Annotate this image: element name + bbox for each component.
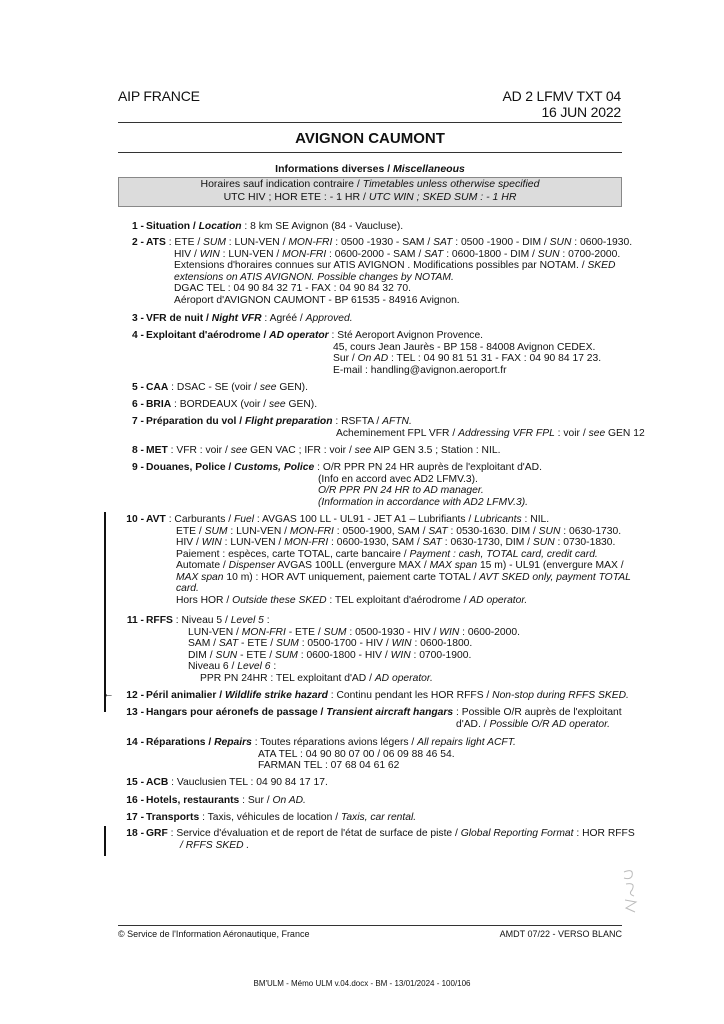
t: card. <box>176 583 199 594</box>
t: (Info en accord avec AD2 LFMV.3). <box>318 473 478 485</box>
t: Payment : cash, TOTAL card, credit card. <box>409 548 598 560</box>
t: : 0600-2000 - SAM / <box>326 248 425 260</box>
item-label: Réparations / <box>146 737 215 748</box>
t: MON-FRI <box>284 537 329 548</box>
t: GEN). <box>285 399 318 410</box>
t: MAX span <box>176 571 224 583</box>
t: SUM <box>204 525 228 537</box>
footer-copyright: © Service de l'Information Aéronautique, France <box>118 929 310 939</box>
t: : 0600-1800. <box>411 638 473 649</box>
t: Paiement : espèces, carte TOTAL, carte bancaire / <box>176 548 410 560</box>
t: MAX span <box>429 560 478 571</box>
t: : RSFTA / <box>332 416 383 427</box>
t: / RFFS SKED . <box>180 839 250 851</box>
item-number: 1 - <box>131 221 144 232</box>
item-number: 10 - <box>126 514 144 525</box>
item-label-en: AD operator <box>269 330 329 341</box>
t: : ETE / <box>165 237 204 248</box>
item-number: 13 - <box>126 707 144 718</box>
t: Fuel <box>233 514 254 525</box>
t: : DSAC - SE (voir / <box>168 382 260 393</box>
t: Sur / <box>333 353 358 364</box>
t: see <box>230 445 248 456</box>
t: : Taxis, véhicules de location / <box>199 812 341 823</box>
t: GEN VAC ; IFR : voir / <box>247 445 355 456</box>
item-label: Hangars pour aéronefs de passage / <box>146 707 327 718</box>
t: All repairs light ACFT. <box>417 737 516 748</box>
t: extensions on ATIS AVIGNON. Possible changes by NOTAM. <box>174 271 454 283</box>
t: : LUN-VEN / <box>219 248 283 260</box>
header-date: 16 JUN 2022 <box>541 104 621 120</box>
item-number: 11 - <box>126 615 144 626</box>
item-number: 2 - <box>131 237 144 248</box>
t: : 0730-1830. <box>554 537 616 548</box>
t: Aéroport d'AVIGNON CAUMONT - BP 61535 - 84916 Avignon. <box>174 294 460 306</box>
item-label-en: Repairs <box>214 737 252 748</box>
t: MON-FRI <box>241 626 286 638</box>
t: WIN <box>390 649 411 661</box>
t: : TEL exploitant d'aérodrome / <box>326 594 470 606</box>
t: : Agréé / <box>261 313 306 324</box>
t: MON-FRI <box>282 248 327 260</box>
item-number: 3 - <box>131 313 144 324</box>
t: AVGAS 100LL (envergure MAX / <box>275 560 430 571</box>
header-ref: AD 2 LFMV TXT 04 <box>502 88 621 104</box>
t: SUN <box>215 649 238 661</box>
item-label: Transports <box>146 812 200 823</box>
t: FARMAN TEL : 07 68 04 61 62 <box>258 760 400 771</box>
t: d'AD. / <box>456 718 490 730</box>
t: : O/R PPR PN 24 HR auprès de l'exploitant d'AD. <box>314 462 542 473</box>
t: GEN 12 <box>605 427 645 439</box>
t: GEN). <box>276 382 308 393</box>
item-number: 7 - <box>131 416 144 427</box>
t: HIV / <box>176 537 202 548</box>
t: : Vauclusien TEL : 04 90 84 17 17. <box>168 777 328 788</box>
t: DGAC TEL : 04 90 84 32 71 - FAX : 04 90 84 32 70. <box>174 283 411 294</box>
t: : TEL : 04 90 81 51 31 - FAX : 04 90 84 17 23. <box>388 353 602 364</box>
t: : 0530-1630. DIM / <box>447 525 539 537</box>
t: : 0600-1800 - DIM / <box>443 248 538 260</box>
item-label-en: Location <box>198 221 242 232</box>
t: : LUN-VEN / <box>227 525 290 537</box>
t: AD operator. <box>374 672 433 684</box>
t: SUM <box>274 649 298 661</box>
item-label: Péril animalier / <box>146 690 225 701</box>
item-label: Douanes, Police / <box>146 462 235 473</box>
t: E-mail : handling@avignon.aeroport.fr <box>333 364 507 376</box>
t: PPR PN 24HR : TEL exploitant d'AD / <box>200 672 375 684</box>
item-label-en: Flight preparation <box>244 416 333 427</box>
title-rule <box>118 152 622 153</box>
t: SAT <box>422 537 442 548</box>
t: 10 m) : HOR AVT uniquement, paiement carte TOTAL / <box>223 571 480 583</box>
t: Taxis, car rental. <box>340 812 417 823</box>
t: Global Reporting Format <box>460 828 574 839</box>
heading-fr: Informations diverses / <box>275 163 394 175</box>
t: 15 m) - UL91 (envergure MAX / <box>477 560 624 571</box>
change-bar <box>104 512 106 712</box>
item-number: 6 - <box>131 399 144 410</box>
t: Possible O/R AD operator. <box>489 718 611 730</box>
t: Level 5 <box>230 615 264 626</box>
note-line2-en: UTC WIN ; SKED SUM : - 1 HR <box>368 191 517 203</box>
t: AIP GEN 3.5 ; Station : NIL. <box>371 445 501 456</box>
t: : voir / <box>554 427 589 439</box>
t: : HOR RFFS <box>573 828 635 839</box>
t: AFTN. <box>382 416 412 427</box>
t: Level 6 <box>237 661 271 672</box>
timetable-note <box>118 177 622 207</box>
t: : BORDEAUX (voir / <box>171 399 270 410</box>
item-number: 17 - <box>126 812 144 823</box>
t: : 0600-1930. <box>571 237 633 248</box>
item-label: Préparation du vol / <box>146 416 245 427</box>
t: SAT <box>424 248 444 260</box>
t: : 0500-1930 - HIV / <box>346 626 440 638</box>
t: see <box>269 399 286 410</box>
item-number: 16 - <box>126 795 144 806</box>
t: WIN <box>199 248 220 260</box>
t: On AD. <box>272 795 306 806</box>
t: MON-FRI <box>288 237 333 248</box>
t: SUM <box>203 237 226 248</box>
t: Niveau 6 / <box>188 661 238 672</box>
t: : LUN-VEN / <box>221 537 285 548</box>
item-label: ATS <box>146 237 166 248</box>
t: ETE / <box>176 525 205 537</box>
note-line2-fr: UTC HIV ; HOR ETE : - 1 HR / <box>223 191 369 203</box>
t: SAT <box>218 638 239 649</box>
item-label: AVT <box>146 514 166 525</box>
t: SAT <box>433 237 453 248</box>
t: : Niveau 5 / <box>172 615 231 626</box>
t: : AVGAS 100 LL - UL91 - JET A1 – Lubrifiants / <box>253 514 475 525</box>
t: On AD <box>357 353 389 364</box>
footer-rule <box>118 925 622 926</box>
item-label-en: Customs, Police <box>234 462 315 473</box>
item-label: BRIA <box>146 399 172 410</box>
item-label-en: Transient aircraft hangars <box>326 707 454 718</box>
page-title: AVIGNON CAUMONT <box>295 130 445 147</box>
item-label: Exploitant d'aérodrome / <box>146 330 270 341</box>
t: see <box>588 427 606 439</box>
t: : 0500 -1900 - DIM / <box>452 237 550 248</box>
t: see <box>259 382 277 393</box>
initials-mark <box>620 868 642 916</box>
t: SUN <box>538 525 561 537</box>
t: SUN <box>549 237 572 248</box>
t: WIN <box>391 638 412 649</box>
t: : Sté Aeroport Avignon Provence. <box>328 330 484 341</box>
t: HIV / <box>174 248 200 260</box>
t: Hors HOR / <box>176 594 233 606</box>
item-number: 18 - <box>126 828 144 839</box>
t: : Service d'évaluation et de report de l'état de surface de piste / <box>167 828 461 839</box>
t: - ETE / <box>237 649 275 661</box>
item-label: MET <box>146 445 168 456</box>
t: Approved. <box>305 313 353 324</box>
t: : Carburants / <box>165 514 234 525</box>
note-line1-en: Timetables unless otherwise specified <box>362 178 540 190</box>
t: SUM <box>275 638 299 649</box>
t: : 0500-1900, SAM / <box>333 525 429 537</box>
t: : 0600-2000. <box>459 626 520 638</box>
t: Non-stop during RFFS SKED. <box>492 690 629 701</box>
item-number: 9 - <box>131 462 144 473</box>
t: WIN <box>201 537 222 548</box>
t: WIN <box>439 626 460 638</box>
t: : 0700-1900. <box>410 649 472 661</box>
t: Automate / <box>176 560 229 571</box>
heading-en: Miscellaneous <box>393 163 465 175</box>
section-heading <box>118 163 622 175</box>
t: Lubricants <box>474 514 522 525</box>
item-label: CAA <box>146 382 169 393</box>
header-rule <box>118 122 622 123</box>
item-label: RFFS <box>146 615 173 626</box>
document-footer: BM'ULM - Mémo ULM v.04.docx - BM - 13/01/2024 - 100/106 <box>253 979 471 988</box>
item-text: : 8 km SE Avignon (84 - Vaucluse). <box>241 221 404 232</box>
t: : 0500 -1930 - SAM / <box>332 237 434 248</box>
t: : Continu pendant les HOR RFFS / <box>327 690 493 701</box>
change-arrow-icon: ← <box>103 688 114 700</box>
t: LUN-VEN / <box>188 626 242 638</box>
t: SAT <box>428 525 448 537</box>
item-number: 5 - <box>131 382 144 393</box>
t: : Toutes réparations avions légers / <box>251 737 418 748</box>
t: O/R PPR PN 24 HR to AD manager. <box>318 485 484 496</box>
t: : Possible O/R auprès de l'exploitant <box>453 707 622 718</box>
header-left: AIP FRANCE <box>118 88 200 104</box>
t: : Sur / <box>239 795 273 806</box>
item-label: ACB <box>146 777 169 788</box>
t: ATA TEL : 04 90 80 07 00 / 06 09 88 46 54. <box>258 748 455 760</box>
item-number: 15 - <box>126 777 144 788</box>
t: see <box>354 445 372 456</box>
item-number: 14 - <box>126 737 144 748</box>
t: : 0600-1930, SAM / <box>328 537 423 548</box>
note-line1-fr: Horaires sauf indication contraire / <box>200 178 363 190</box>
t: - ETE / <box>285 626 324 638</box>
t: : 0630-1730, DIM / <box>441 537 533 548</box>
t: Outside these SKED <box>232 594 327 606</box>
t: AVT SKED only, payment TOTAL <box>479 571 631 583</box>
t: SUN <box>537 248 560 260</box>
t: - ETE / <box>238 638 276 649</box>
t: Dispenser <box>228 560 276 571</box>
t: 45, cours Jean Jaurès - BP 158 - 84008 Avignon CEDEX. <box>333 341 596 353</box>
t: Addressing VFR FPL <box>458 427 555 439</box>
t: SUN <box>532 537 555 548</box>
t: : 0500-1700 - HIV / <box>298 638 392 649</box>
item-number: 8 - <box>131 445 144 456</box>
t: : LUN-VEN / <box>225 237 289 248</box>
item-number: 12 - <box>126 690 144 701</box>
item-label-en: Night VFR <box>211 313 262 324</box>
change-bar <box>104 826 106 856</box>
t: : 0700-2000. <box>559 248 621 260</box>
item-label-en: Wildlife strike hazard <box>224 690 328 701</box>
item-number: 4 - <box>131 330 144 341</box>
t: (Information in accordance with AD2 LFMV.3). <box>318 496 529 508</box>
t: Acheminement FPL VFR / <box>336 427 459 439</box>
t: : 0600-1800 - HIV / <box>297 649 391 661</box>
footer-amendment: AMDT 07/22 - VERSO BLANC <box>499 929 622 939</box>
item-label: GRF <box>146 828 168 839</box>
t: AD operator. <box>469 594 528 606</box>
item-label: Situation / <box>146 221 199 232</box>
t: SUM <box>323 626 347 638</box>
t: SKED <box>587 260 616 271</box>
t: DIM / <box>188 649 216 661</box>
t: : NIL. <box>521 514 550 525</box>
t: Extensions d'horaires connues sur ATIS AVIGNON . Modifications possibles par NOTAM. / <box>174 260 588 271</box>
t: : VFR : voir / <box>167 445 231 456</box>
t: SAM / <box>188 638 219 649</box>
item-label: VFR de nuit / <box>146 313 212 324</box>
t: : 0630-1730. <box>560 525 622 537</box>
t: MON-FRI <box>289 525 334 537</box>
item-label: Hotels, restaurants <box>146 795 240 806</box>
